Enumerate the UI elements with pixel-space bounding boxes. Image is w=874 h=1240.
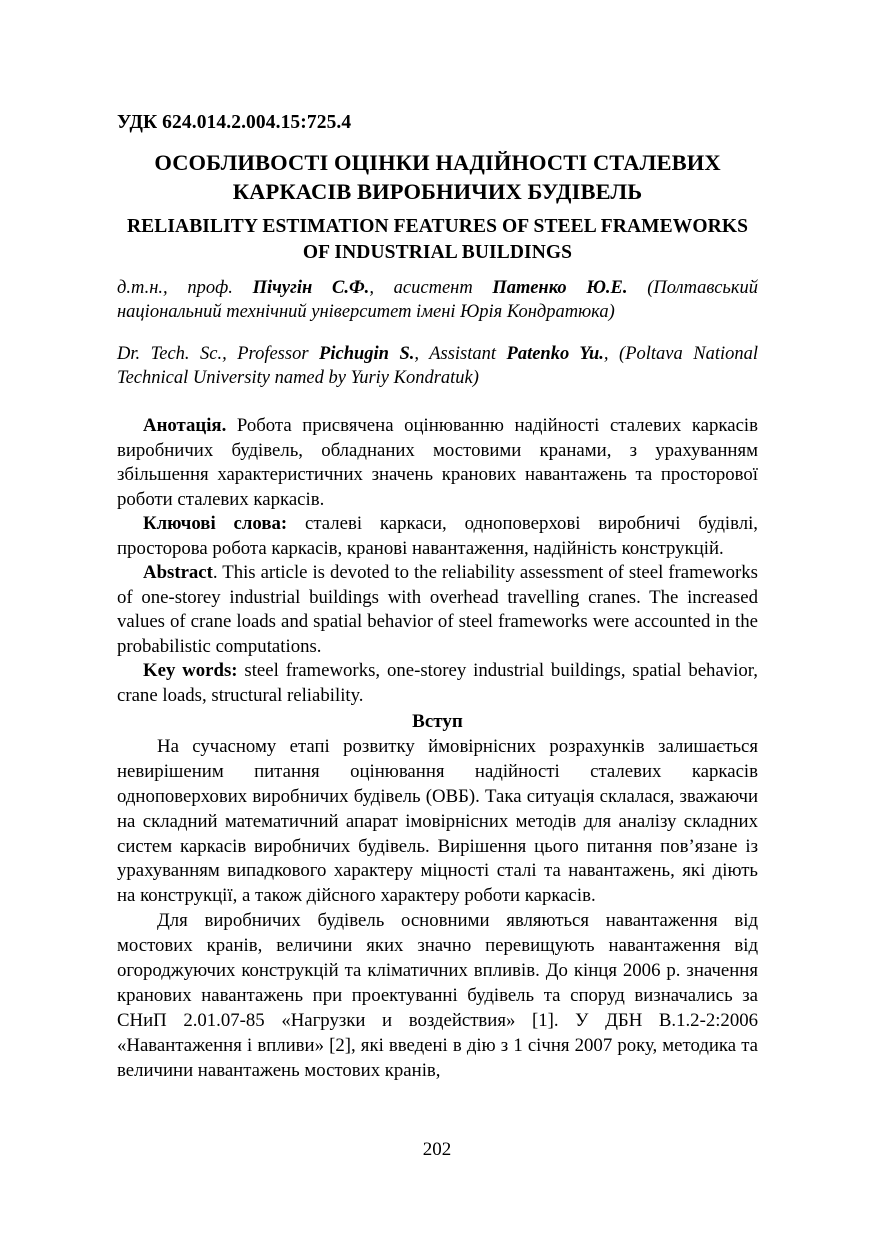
keywords-ukrainian: [117, 512, 758, 561]
keywords-english-text: steel frameworks, one-storey industrial buildings, spatial behavior, crane loads, structural reliability.: [117, 660, 758, 706]
author-ua-separator: , асистент: [369, 277, 493, 298]
authors-english: [117, 342, 758, 390]
abstract-english-label: Abstract: [143, 562, 213, 584]
page-number: 202: [422, 1139, 452, 1160]
keywords-english: [117, 659, 758, 708]
author-ua-name-1: Пічугін С.Ф.: [252, 277, 370, 298]
keywords-ukrainian-text: сталеві каркаси, одноповерхові виробничі будівлі, просторова робота каркасів, кранові навантаження, надійність конструкцій.: [117, 513, 759, 559]
page-title-ukrainian: ОСОБЛИВОСТІ ОЦІНКИ НАДІЙНОСТІ СТАЛЕВИХ КАРКАСІВ ВИРОБНИЧИХ БУДІВЕЛЬ: [154, 150, 721, 205]
abstract-ukrainian-label: Анотація.: [143, 415, 227, 437]
section-heading-introduction: Вступ: [412, 711, 463, 733]
authors-ukrainian: [117, 276, 758, 324]
abstract-ukrainian-text: Робота присвячена оцінюванню надійності сталевих каркасів виробничих будівель, обладнаних мостовими кранами, з урахуванням збільшення характеристичних значень кранових навантажень та просторової роботи сталевих каркасів.: [117, 415, 758, 510]
author-ua-affiliation: (Полтавський національний технічний університет імені Юрія Кондратюка): [117, 277, 758, 322]
author-en-name-1: Pichugin S.: [319, 343, 415, 364]
udc-code: УДК 624.014.2.004.15:725.4: [117, 112, 352, 133]
author-en-affiliation: , (Poltava National Technical University named by Yuriy Kondratuk): [117, 343, 759, 389]
author-en-prefix-1: Dr. Tech. Sc., Professor: [117, 343, 320, 364]
body-paragraph-1: На сучасному етапі розвитку ймовірнісних розрахунків залишається невирішеним питання оцінювання надійності сталевих каркасів одноповерхових виробничих будівель (ОВБ). Така ситуація склалася, зважаючи на складний математичний апарат імовірнісних методів для аналізу складних систем каркасів виробничих будівель. Вирішення цього питання пов’язане із урахуванням випадкового характеру міцності сталі та навантажень, які діють на конструкції, а також дійсного характеру роботи каркасів.: [117, 735, 758, 907]
keywords-english-label: Key words:: [143, 660, 238, 682]
author-ua-prefix-1: д.т.н., проф.: [117, 277, 253, 298]
author-ua-name-2: Патенко Ю.Е.: [492, 277, 628, 298]
author-en-separator: , Assistant: [414, 343, 507, 364]
page-title-english: RELIABILITY ESTIMATION FEATURES OF STEEL FRAMEWORKS OF INDUSTRIAL BUILDINGS: [126, 216, 749, 263]
author-en-name-2: Patenko Yu.: [506, 343, 604, 364]
body-paragraph-2: Для виробничих будівель основними являються навантаження від мостових кранів, величини яких значно перевищують навантаження від огороджуючих конструкцій та кліматичних впливів. До кінця 2006 р. значення кранових навантажень при проектуванні будівель та споруд визначались за СНиП 2.01.07-85 «Нагрузки и воздействия» [1]. У ДБН В.1.2-2:2006 «Навантаження і впливи» [2], які введені в дію з 1 січня 2007 року, методика та величини навантажень мостових кранів,: [117, 910, 758, 1081]
keywords-ukrainian-label: Ключові слова:: [143, 513, 288, 535]
abstract-english-text: . This article is devoted to the reliability assessment of steel frameworks of one-storey industrial buildings with overhead travelling cranes. The increased values of crane loads and spatial behavior of steel frameworks were accounted in the probabilistic computations.: [117, 562, 758, 657]
abstract-english: [117, 561, 758, 659]
page-content: [117, 112, 758, 1083]
abstract-ukrainian: [117, 414, 758, 512]
abstract-section: [117, 414, 758, 708]
